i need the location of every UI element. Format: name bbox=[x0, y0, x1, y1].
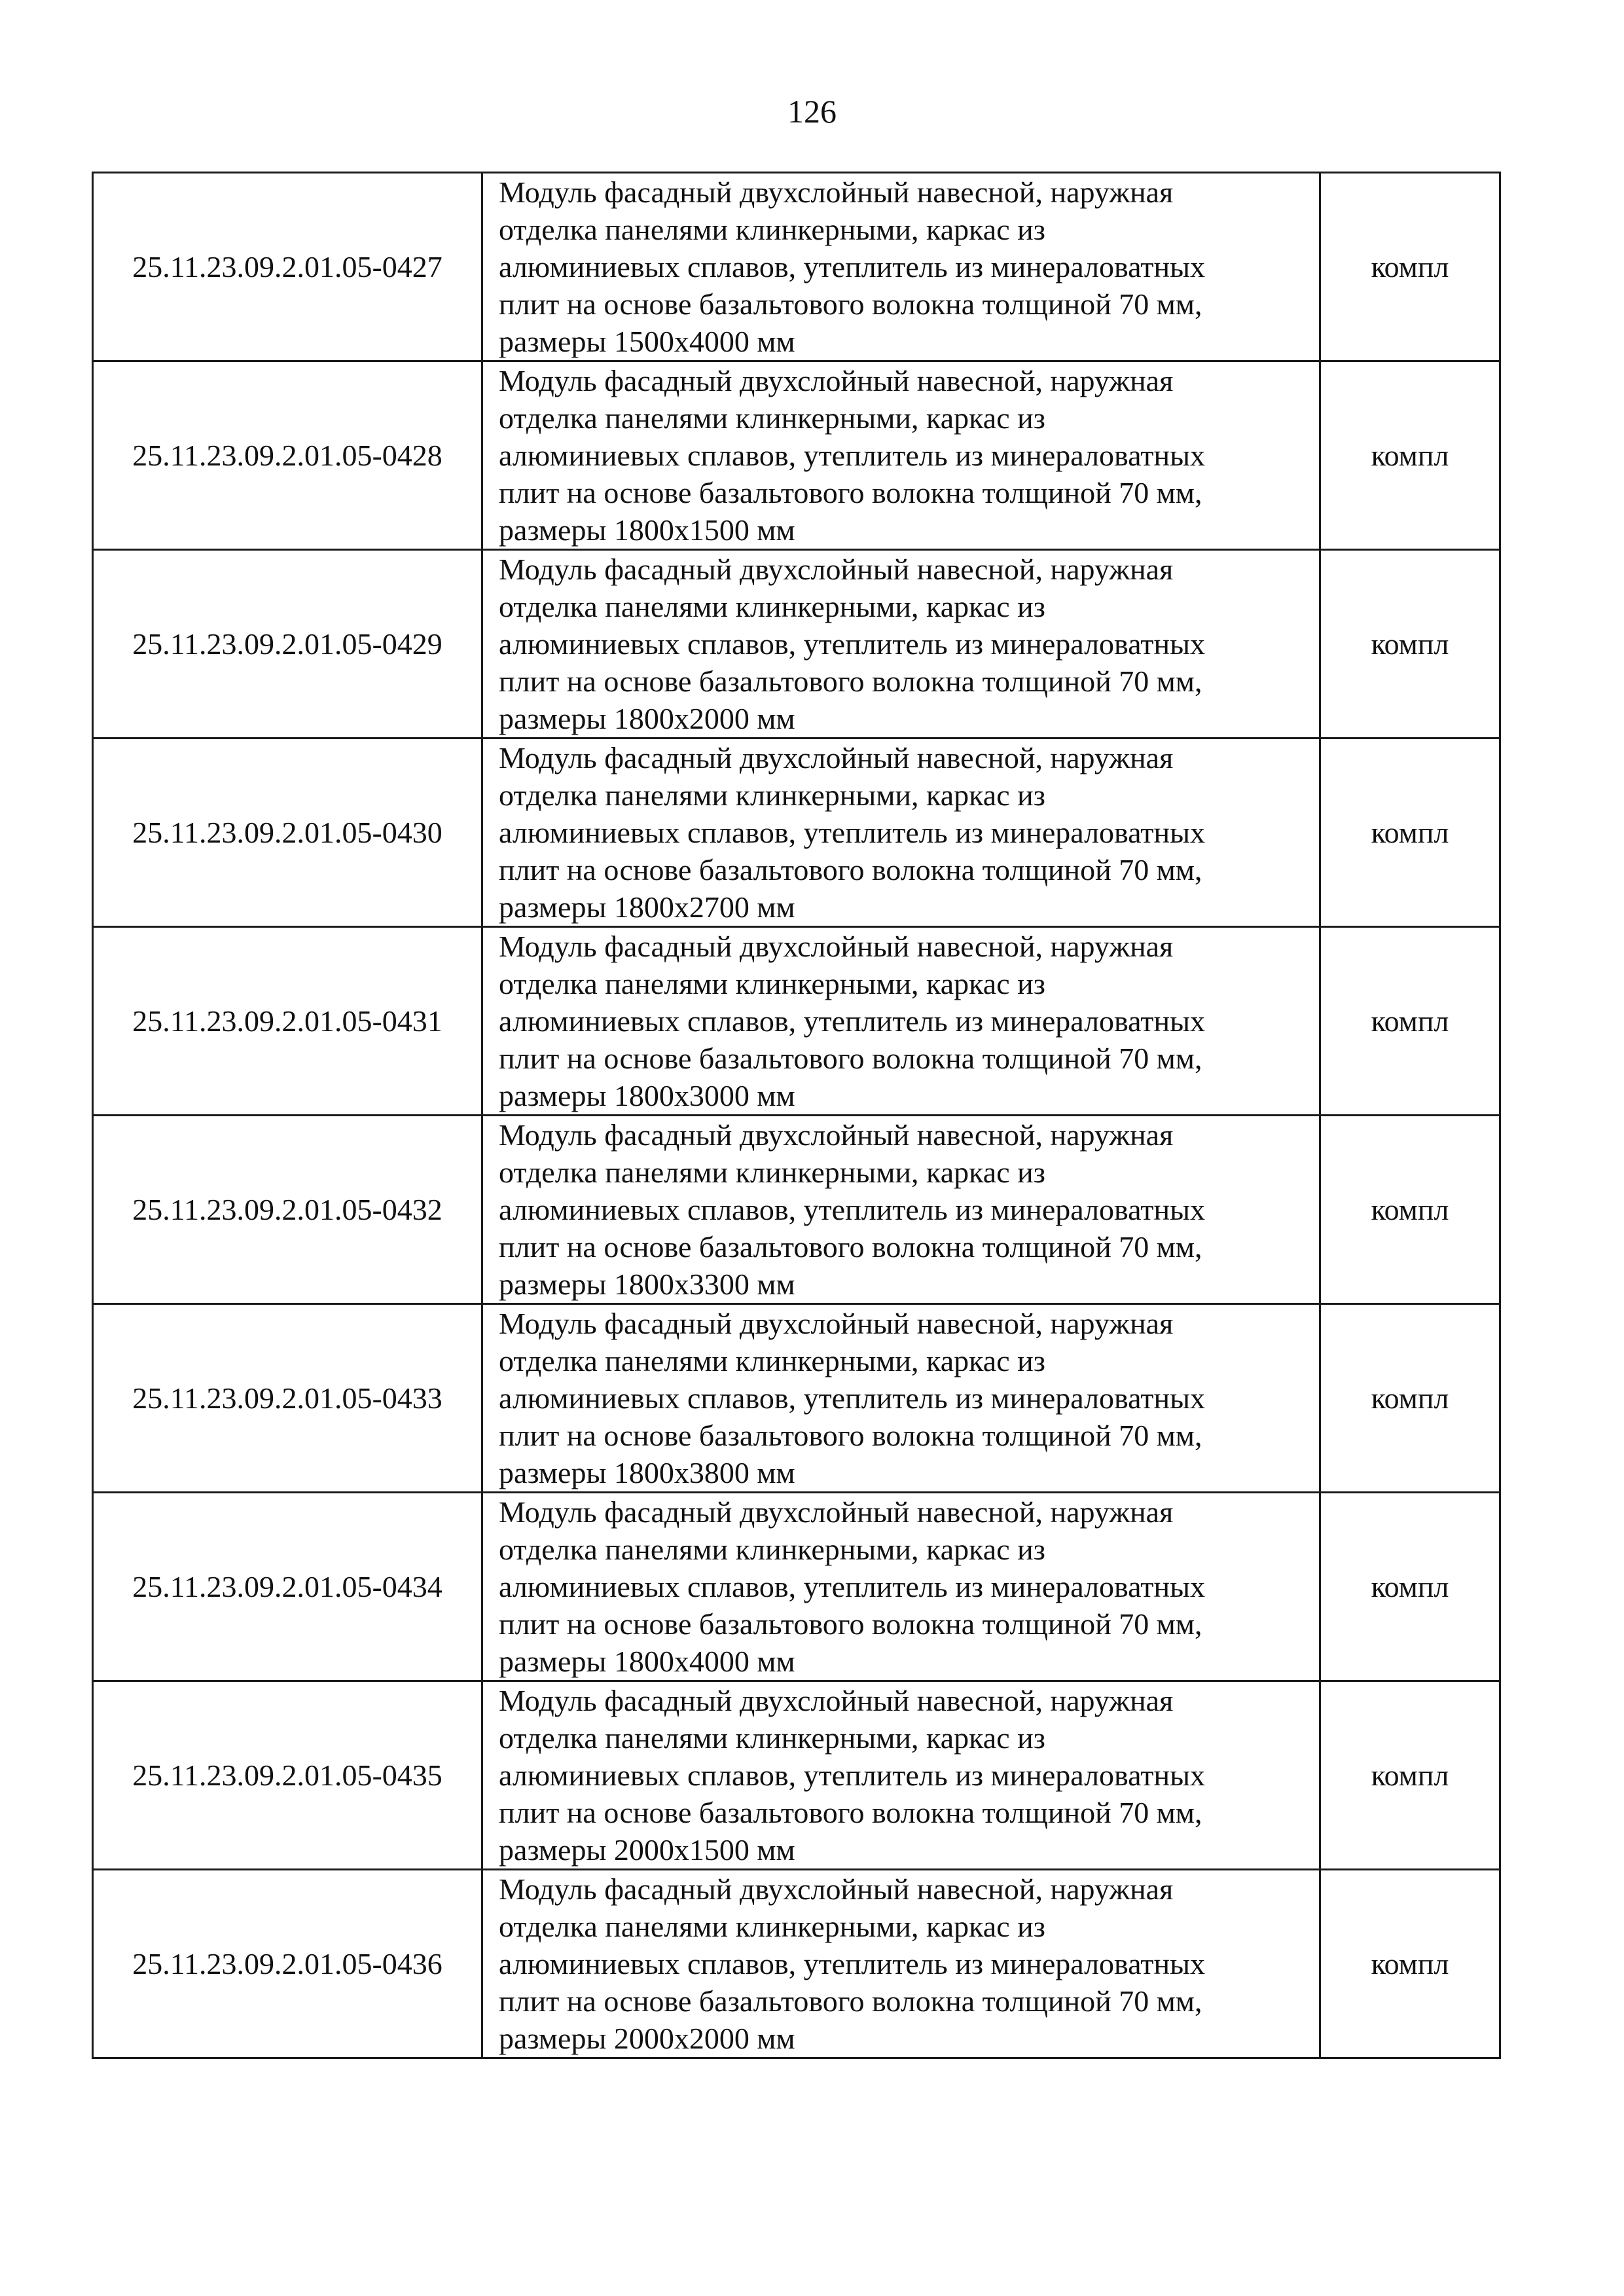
unit-of-measure: компл bbox=[1320, 738, 1500, 927]
unit-of-measure: компл bbox=[1320, 1493, 1500, 1681]
resource-code: 25.11.23.09.2.01.05-0432 bbox=[93, 1116, 482, 1304]
unit-of-measure: компл bbox=[1320, 173, 1500, 361]
unit-of-measure: компл bbox=[1320, 1681, 1500, 1870]
table-row bbox=[93, 927, 1500, 1116]
page-number: 126 bbox=[787, 93, 837, 130]
unit-of-measure: компл bbox=[1320, 361, 1500, 550]
resource-description: Модуль фасадный двухслойный навесной, наружная отделка панелями клинкерными, каркас из алюминиевых сплавов, утеплитель из минераловатных плит на основе базальтового волокна толщиной 70 мм, размеры 1800х2000 мм bbox=[482, 550, 1320, 738]
table-row bbox=[93, 1870, 1500, 2058]
resource-code: 25.11.23.09.2.01.05-0433 bbox=[93, 1304, 482, 1493]
table-row bbox=[93, 1116, 1500, 1304]
resource-description: Модуль фасадный двухслойный навесной, наружная отделка панелями клинкерными, каркас из алюминиевых сплавов, утеплитель из минераловатных плит на основе базальтового волокна толщиной 70 мм, размеры 1800х3300 мм bbox=[482, 1116, 1320, 1304]
resource-code: 25.11.23.09.2.01.05-0435 bbox=[93, 1681, 482, 1870]
resource-description: Модуль фасадный двухслойный навесной, наружная отделка панелями клинкерными, каркас из алюминиевых сплавов, утеплитель из минераловатных плит на основе базальтового волокна толщиной 70 мм, размеры 1800х4000 мм bbox=[482, 1493, 1320, 1681]
table-row bbox=[93, 1493, 1500, 1681]
unit-of-measure: компл bbox=[1320, 550, 1500, 738]
resource-code: 25.11.23.09.2.01.05-0427 bbox=[93, 173, 482, 361]
resource-code: 25.11.23.09.2.01.05-0436 bbox=[93, 1870, 482, 2058]
resource-code: 25.11.23.09.2.01.05-0434 bbox=[93, 1493, 482, 1681]
resource-description: Модуль фасадный двухслойный навесной, наружная отделка панелями клинкерными, каркас из алюминиевых сплавов, утеплитель из минераловатных плит на основе базальтового волокна толщиной 70 мм, размеры 1800х1500 мм bbox=[482, 361, 1320, 550]
resource-description: Модуль фасадный двухслойный навесной, наружная отделка панелями клинкерными, каркас из алюминиевых сплавов, утеплитель из минераловатных плит на основе базальтового волокна толщиной 70 мм, размеры 1800х2700 мм bbox=[482, 738, 1320, 927]
resource-description: Модуль фасадный двухслойный навесной, наружная отделка панелями клинкерными, каркас из алюминиевых сплавов, утеплитель из минераловатных плит на основе базальтового волокна толщиной 70 мм, размеры 2000х1500 мм bbox=[482, 1681, 1320, 1870]
table-row bbox=[93, 173, 1500, 361]
unit-of-measure: компл bbox=[1320, 1870, 1500, 2058]
resource-description: Модуль фасадный двухслойный навесной, наружная отделка панелями клинкерными, каркас из алюминиевых сплавов, утеплитель из минераловатных плит на основе базальтового волокна толщиной 70 мм, размеры 1800х3800 мм bbox=[482, 1304, 1320, 1493]
table-row bbox=[93, 550, 1500, 738]
unit-of-measure: компл bbox=[1320, 1304, 1500, 1493]
resource-description: Модуль фасадный двухслойный навесной, наружная отделка панелями клинкерными, каркас из алюминиевых сплавов, утеплитель из минераловатных плит на основе базальтового волокна толщиной 70 мм, размеры 2000х2000 мм bbox=[482, 1870, 1320, 2058]
table-row bbox=[93, 1304, 1500, 1493]
resource-code: 25.11.23.09.2.01.05-0431 bbox=[93, 927, 482, 1116]
resource-table bbox=[92, 172, 1501, 2059]
table-row bbox=[93, 738, 1500, 927]
resource-description: Модуль фасадный двухслойный навесной, наружная отделка панелями клинкерными, каркас из алюминиевых сплавов, утеплитель из минераловатных плит на основе базальтового волокна толщиной 70 мм, размеры 1800х3000 мм bbox=[482, 927, 1320, 1116]
resource-code: 25.11.23.09.2.01.05-0430 bbox=[93, 738, 482, 927]
table-row bbox=[93, 1681, 1500, 1870]
table-row bbox=[93, 361, 1500, 550]
resource-description: Модуль фасадный двухслойный навесной, наружная отделка панелями клинкерными, каркас из алюминиевых сплавов, утеплитель из минераловатных плит на основе базальтового волокна толщиной 70 мм, размеры 1500х4000 мм bbox=[482, 173, 1320, 361]
resource-code: 25.11.23.09.2.01.05-0428 bbox=[93, 361, 482, 550]
unit-of-measure: компл bbox=[1320, 927, 1500, 1116]
resource-code: 25.11.23.09.2.01.05-0429 bbox=[93, 550, 482, 738]
unit-of-measure: компл bbox=[1320, 1116, 1500, 1304]
